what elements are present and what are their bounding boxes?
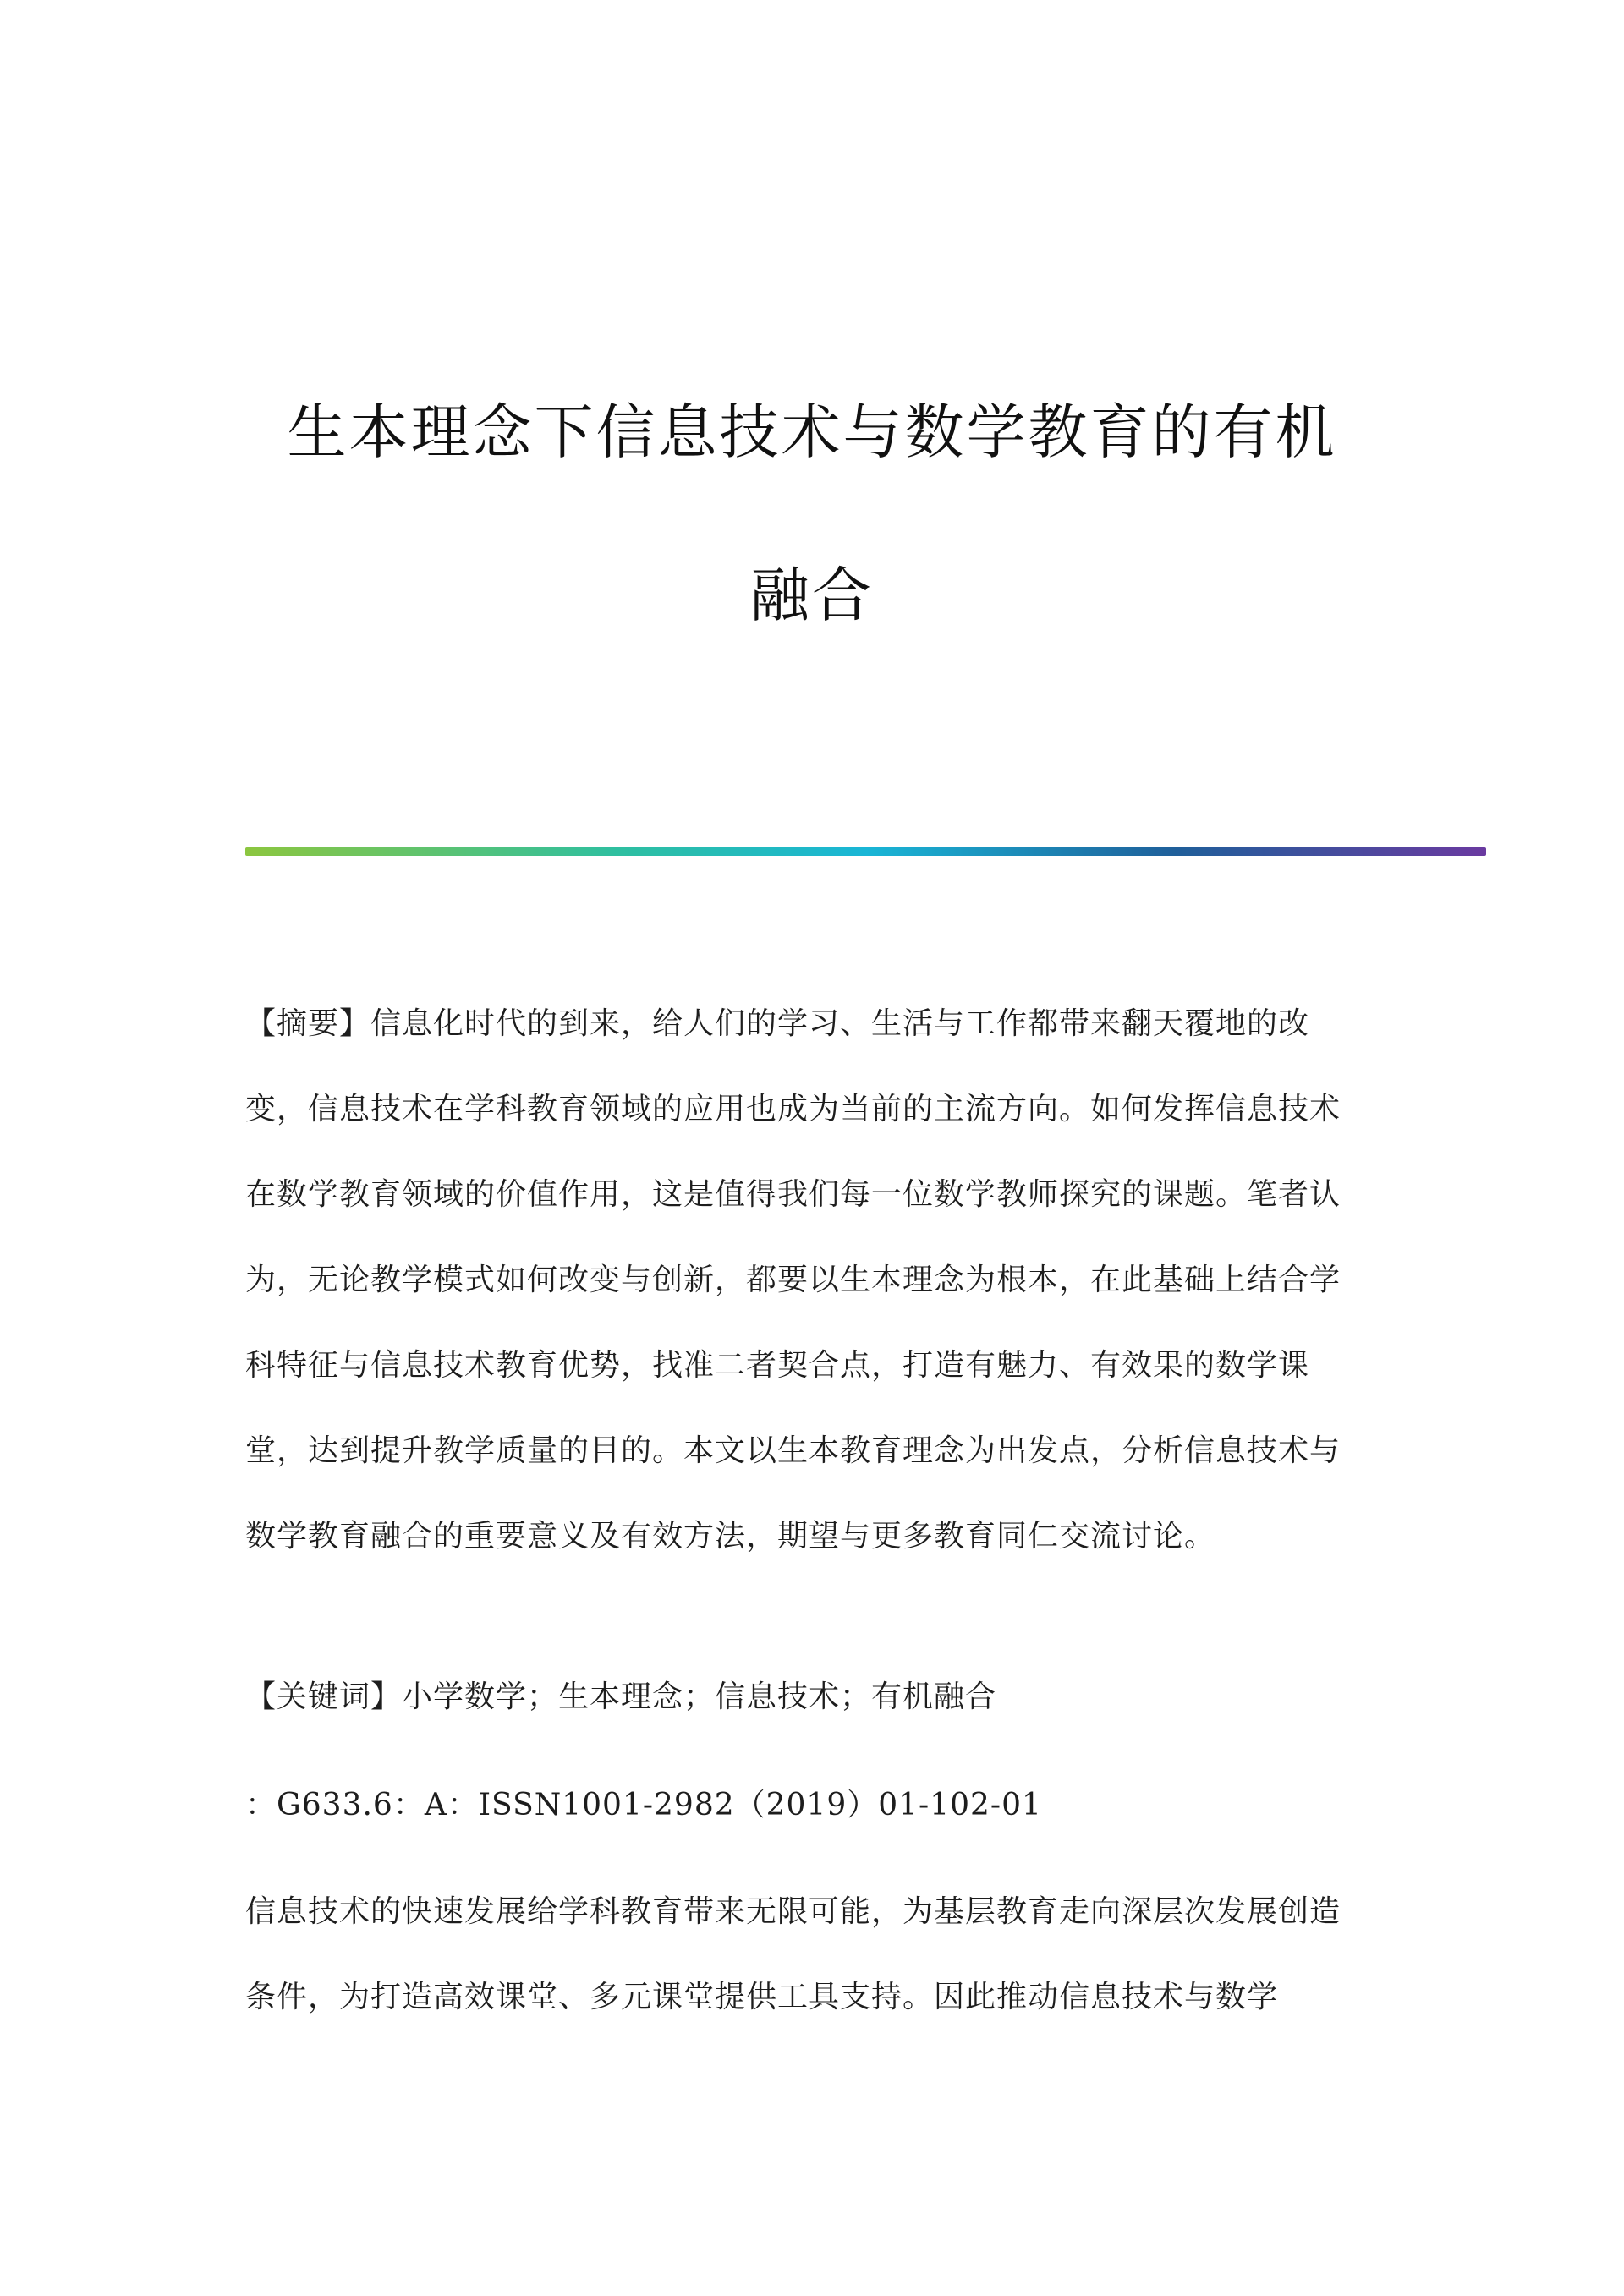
document-title-line-2: 融合 bbox=[750, 561, 874, 630]
keywords-paragraph bbox=[245, 1654, 1362, 1740]
abstract-text: 信息化时代的到来，给人们的学习、生活与工作都带来翻天覆地的改变，信息技术在学科教育领域的应用也成为当前的主流方向。如何发挥信息技术在数学教育领域的价值作用，这是值得我们每一位数学教师探究的课题。笔者认为，无论教学模式如何改变与创新，都要以生本理念为根本，在此基础上结合学科特征与信息技术教育优势，找准二者契合点，打造有魅力、有效果的数学课堂，达到提升教学质量的目的。本文以生本教育理念为出发点，分析信息技术与数学教育融合的重要意义及有效方法，期望与更多教育同仁交流讨论。 bbox=[245, 1006, 1341, 1553]
gradient-divider bbox=[245, 847, 1486, 856]
document-title-line-1: 生本理念下信息技术与数学教育的有机 bbox=[287, 397, 1337, 467]
abstract-label: 【摘要】 bbox=[245, 1006, 371, 1041]
body-paragraph: 信息技术的快速发展给学科教育带来无限可能，为基层教育走向深层次发展创造条件，为打造高效课堂、多元课堂提供工具支持。因此推动信息技术与数学 bbox=[245, 1894, 1341, 2014]
abstract-paragraph bbox=[245, 981, 1362, 1579]
classification-number: ：G633.6：A：ISSN1001-2982（2019）01-102-01 bbox=[245, 1788, 1042, 1822]
keywords-label: 【关键词】 bbox=[245, 1680, 403, 1714]
keywords-text: 小学数学；生本理念；信息技术；有机融合 bbox=[402, 1680, 997, 1714]
